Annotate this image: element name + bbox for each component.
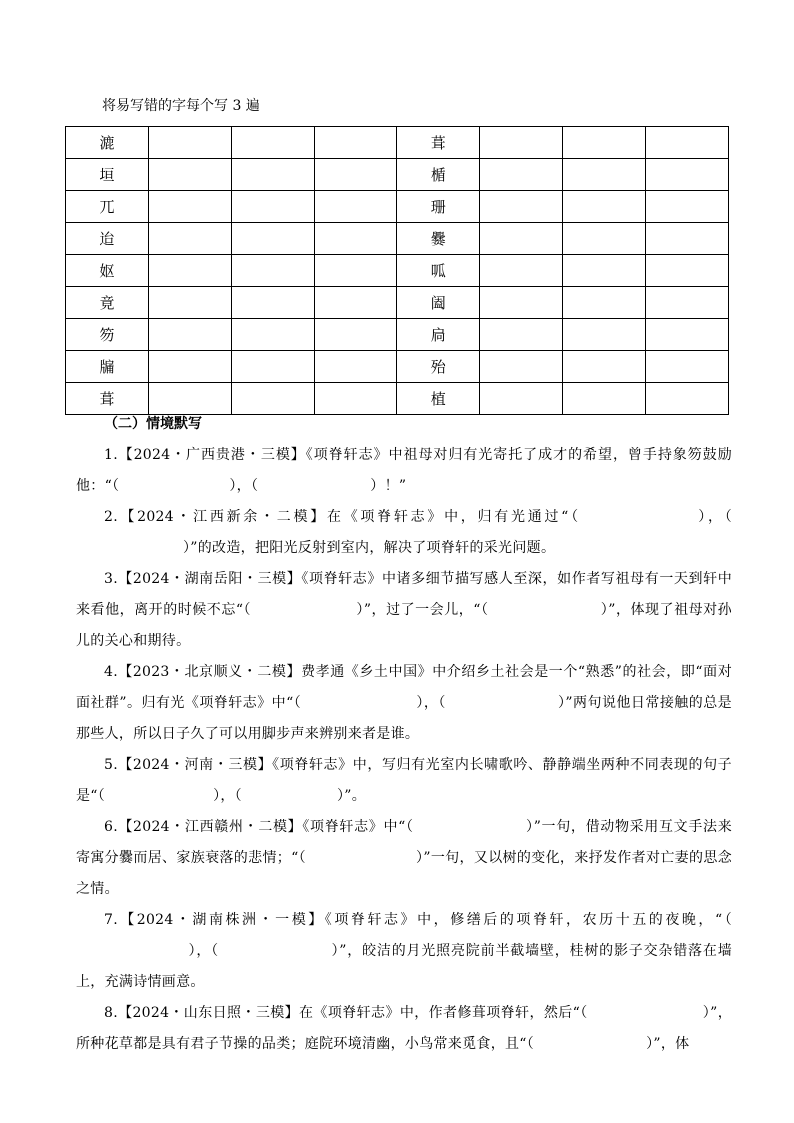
- writing-cell[interactable]: [149, 159, 232, 191]
- writing-cell[interactable]: [480, 287, 563, 319]
- writing-cell[interactable]: [563, 255, 646, 287]
- grid-row: [66, 287, 729, 319]
- writing-cell[interactable]: [563, 287, 646, 319]
- question-list: [76, 440, 732, 1060]
- writing-cell[interactable]: [645, 127, 728, 159]
- question-number: 5.: [104, 757, 118, 773]
- writing-cell[interactable]: [149, 255, 232, 287]
- question-text: ）”，体: [646, 1036, 690, 1052]
- writing-cell[interactable]: [563, 383, 646, 415]
- practice-character: 竟: [66, 287, 149, 319]
- writing-cell[interactable]: [314, 191, 397, 223]
- question-text: 《项脊轩志》中“（: [302, 819, 414, 835]
- grid-row: [66, 255, 729, 287]
- practice-character: 殆: [397, 351, 480, 383]
- question-number: 4.: [104, 664, 118, 680]
- writing-cell[interactable]: [480, 383, 563, 415]
- writing-cell[interactable]: [563, 191, 646, 223]
- practice-character: 珊: [397, 191, 480, 223]
- question-source: 【2024・广西贵港・三模】: [117, 447, 306, 463]
- writing-cell[interactable]: [231, 223, 314, 255]
- grid-row: [66, 351, 729, 383]
- question-source: 【2024・湖南岳阳・三模】: [117, 571, 302, 587]
- writing-cell[interactable]: [563, 223, 646, 255]
- practice-grid: [65, 126, 729, 415]
- question-source: 【2023・北京顺义・二模】: [117, 664, 302, 680]
- practice-character: 呱: [397, 255, 480, 287]
- writing-cell[interactable]: [314, 383, 397, 415]
- practice-character: 阖: [397, 287, 480, 319]
- grid-row: [66, 191, 729, 223]
- writing-cell[interactable]: [231, 383, 314, 415]
- question-text: ）”。: [336, 788, 367, 804]
- writing-cell[interactable]: [563, 351, 646, 383]
- question-item: [76, 998, 732, 1060]
- writing-cell[interactable]: [480, 159, 563, 191]
- grid-row: [66, 223, 729, 255]
- writing-cell[interactable]: [314, 351, 397, 383]
- writing-cell[interactable]: [645, 319, 728, 351]
- question-item: [76, 905, 732, 998]
- question-text: ）”，所种花草都是具有君子节操的品类；庭院环境清幽，小鸟常来觅食，且“（: [76, 1005, 733, 1052]
- question-source: 【2024・河南・三模】: [117, 757, 273, 773]
- writing-cell[interactable]: [480, 223, 563, 255]
- grid-row: [66, 127, 729, 159]
- writing-cell[interactable]: [149, 319, 232, 351]
- writing-cell[interactable]: [480, 255, 563, 287]
- grid-row: [66, 159, 729, 191]
- question-number: 6.: [104, 819, 118, 835]
- practice-character: 笏: [66, 319, 149, 351]
- question-text: 在《项脊轩志》中，归有光通过“（: [326, 509, 581, 525]
- practice-character: 植: [397, 383, 480, 415]
- practice-character: 扃: [397, 319, 480, 351]
- writing-cell[interactable]: [314, 319, 397, 351]
- writing-cell[interactable]: [645, 191, 728, 223]
- writing-cell[interactable]: [645, 351, 728, 383]
- question-text: 《项脊轩志》中祖母对归有光寄托了成才的希望，曾手持象笏鼓励他：“（: [76, 447, 732, 494]
- question-item: [76, 657, 732, 750]
- writing-cell[interactable]: [480, 127, 563, 159]
- writing-cell[interactable]: [231, 287, 314, 319]
- writing-cell[interactable]: [645, 223, 728, 255]
- question-text: ）”一句，又以树的变化，来抒发作者对亡妻的思念之情。: [76, 850, 732, 897]
- writing-cell[interactable]: [314, 223, 397, 255]
- writing-cell[interactable]: [314, 255, 397, 287]
- question-number: 2.: [104, 509, 118, 525]
- practice-character: 垣: [66, 159, 149, 191]
- practice-character: 漉: [66, 127, 149, 159]
- writing-cell[interactable]: [645, 383, 728, 415]
- grid-row: [66, 319, 729, 351]
- practice-character: 兀: [66, 191, 149, 223]
- question-text: 在《项脊轩志》中，作者修葺项脊轩，然后“（: [299, 1005, 588, 1021]
- practice-character: 葺: [397, 127, 480, 159]
- practice-character: 牖: [66, 351, 149, 383]
- writing-cell[interactable]: [231, 255, 314, 287]
- question-source: 【2024・湖南株洲・一模】: [117, 912, 325, 928]
- practice-character: 妪: [66, 255, 149, 287]
- writing-cell[interactable]: [231, 191, 314, 223]
- writing-cell[interactable]: [480, 351, 563, 383]
- writing-cell[interactable]: [645, 159, 728, 191]
- question-text: ），（: [188, 943, 219, 959]
- question-number: 7.: [104, 912, 118, 928]
- question-text: 《项脊轩志》中，写归有光室内长啸歌吟、静静端坐两种不同表现的句子是“（: [76, 757, 732, 804]
- writing-cell[interactable]: [149, 287, 232, 319]
- question-item: [76, 564, 732, 657]
- question-text: ）”，过了一会儿，“（: [356, 602, 489, 618]
- question-source: 【2024・江西赣州・二模】: [117, 819, 303, 835]
- writing-cell[interactable]: [563, 159, 646, 191]
- question-item: [76, 440, 732, 502]
- grid-row: [66, 383, 729, 415]
- question-text: 《项脊轩志》中诸多细节描写感人至深，如作者写祖母有一天到轩中来看他，离开的时候不忘“（: [76, 571, 733, 618]
- practice-character: 迨: [66, 223, 149, 255]
- question-source: 【2024・山东日照・三模】: [117, 1005, 300, 1021]
- writing-cell[interactable]: [149, 191, 232, 223]
- writing-cell[interactable]: [231, 127, 314, 159]
- writing-cell[interactable]: [231, 351, 314, 383]
- writing-cell[interactable]: [480, 191, 563, 223]
- writing-cell[interactable]: [314, 287, 397, 319]
- question-text: ），（: [416, 695, 446, 711]
- writing-cell[interactable]: [563, 127, 646, 159]
- question-text: ）”两句说他日常接触的总是那些人，所以日子久了可以用脚步声来辨别来者是谁。: [76, 695, 732, 742]
- question-text: ）”一句，借动物采用互文手法来寄寓分爨而居、家族衰落的悲情；“（: [76, 819, 733, 866]
- writing-cell[interactable]: [231, 319, 314, 351]
- writing-cell[interactable]: [149, 351, 232, 383]
- question-item: [76, 502, 732, 564]
- writing-cell[interactable]: [480, 319, 563, 351]
- practice-character: 爨: [397, 223, 480, 255]
- writing-cell[interactable]: [149, 383, 232, 415]
- question-text: ），（: [695, 509, 733, 525]
- writing-cell[interactable]: [149, 127, 232, 159]
- writing-cell[interactable]: [149, 223, 232, 255]
- question-text: ）”，皎洁的月光照亮院前半截墙壁，桂树的影子交杂错落在墙上，充满诗情画意。: [76, 943, 732, 990]
- question-text: ），（: [213, 788, 242, 804]
- question-text: ）！”: [370, 478, 407, 494]
- writing-cell[interactable]: [645, 287, 728, 319]
- writing-cell[interactable]: [314, 127, 397, 159]
- question-text: ），（: [229, 478, 259, 494]
- question-number: 8.: [104, 1005, 118, 1021]
- question-source: 【2024・江西新余・二模】: [117, 509, 327, 525]
- writing-cell[interactable]: [645, 255, 728, 287]
- writing-cell[interactable]: [231, 159, 314, 191]
- writing-cell[interactable]: [314, 159, 397, 191]
- practice-character: 葺: [66, 383, 149, 415]
- question-item: [76, 750, 732, 812]
- instruction-text: 将易写错的字每个写 3 遍: [102, 98, 260, 114]
- practice-character: 楯: [397, 159, 480, 191]
- question-number: 3.: [104, 571, 118, 587]
- question-text: ）”，体现了祖母对孙儿的关心和期待。: [76, 602, 732, 649]
- question-text: ）”的改造，把阳光反射到室内，解决了项脊轩的采光问题。: [183, 540, 556, 556]
- question-number: 1.: [104, 447, 118, 463]
- question-text: 《项脊轩志》中，修缮后的项脊轩，农历十五的夜晚，“（: [324, 912, 732, 928]
- question-item: [76, 812, 732, 905]
- question-text: 费孝通《乡土中国》中介绍乡土社会是一个“熟悉”的社会，即“面对面社群”。归有光《项脊轩志》中“（: [76, 664, 732, 711]
- section-title: （二）情境默写: [104, 416, 202, 432]
- writing-cell[interactable]: [563, 319, 646, 351]
